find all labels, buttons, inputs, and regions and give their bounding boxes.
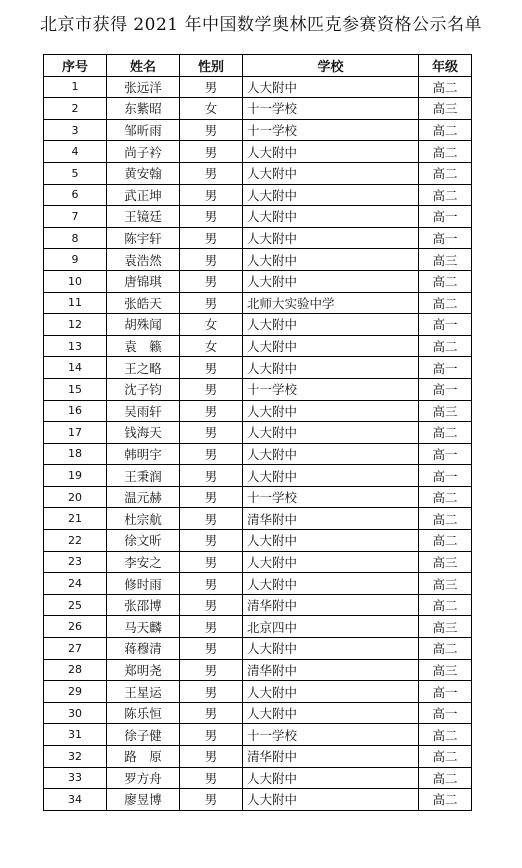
cell-number: 19 <box>44 465 107 487</box>
cell-number: 34 <box>44 789 107 811</box>
cell-school: 人大附中 <box>243 702 419 724</box>
cell-gender: 男 <box>180 508 243 530</box>
cell-gender: 男 <box>180 76 243 98</box>
cell-number: 30 <box>44 702 107 724</box>
cell-gender: 男 <box>180 486 243 508</box>
cell-gender: 女 <box>180 98 243 120</box>
header-school: 学校 <box>243 55 419 77</box>
table-row <box>44 465 472 487</box>
cell-grade: 高二 <box>419 789 472 811</box>
cell-name: 王之略 <box>107 357 180 379</box>
table-row <box>44 681 472 703</box>
table-row <box>44 184 472 206</box>
table-row <box>44 594 472 616</box>
cell-gender: 男 <box>180 292 243 314</box>
header-name: 姓名 <box>107 55 180 77</box>
cell-grade: 高二 <box>419 162 472 184</box>
cell-name: 徐文昕 <box>107 530 180 552</box>
cell-name: 杜宗航 <box>107 508 180 530</box>
cell-grade: 高三 <box>419 659 472 681</box>
cell-gender: 男 <box>180 162 243 184</box>
cell-number: 7 <box>44 206 107 228</box>
cell-name: 蒋穆清 <box>107 638 180 660</box>
cell-gender: 男 <box>180 616 243 638</box>
cell-gender: 男 <box>180 659 243 681</box>
cell-gender: 男 <box>180 422 243 444</box>
cell-grade: 高二 <box>419 594 472 616</box>
cell-name: 袁 籁 <box>107 335 180 357</box>
cell-number: 25 <box>44 594 107 616</box>
cell-name: 吴雨轩 <box>107 400 180 422</box>
cell-number: 12 <box>44 314 107 336</box>
table-row <box>44 702 472 724</box>
cell-grade: 高三 <box>419 616 472 638</box>
cell-grade: 高一 <box>419 702 472 724</box>
cell-school: 人大附中 <box>243 335 419 357</box>
cell-school: 人大附中 <box>243 314 419 336</box>
header-number: 序号 <box>44 55 107 77</box>
cell-number: 28 <box>44 659 107 681</box>
cell-number: 32 <box>44 746 107 768</box>
cell-name: 王镜廷 <box>107 206 180 228</box>
cell-gender: 男 <box>180 465 243 487</box>
cell-number: 24 <box>44 573 107 595</box>
cell-school: 人大附中 <box>243 422 419 444</box>
cell-gender: 男 <box>180 270 243 292</box>
cell-gender: 男 <box>180 702 243 724</box>
cell-name: 东紫昭 <box>107 98 180 120</box>
cell-school: 十一学校 <box>243 486 419 508</box>
table-row <box>44 249 472 271</box>
cell-grade: 高二 <box>419 422 472 444</box>
cell-school: 人大附中 <box>243 400 419 422</box>
cell-name: 郑明尧 <box>107 659 180 681</box>
cell-gender: 男 <box>180 638 243 660</box>
cell-number: 26 <box>44 616 107 638</box>
cell-name: 黄安翰 <box>107 162 180 184</box>
cell-name: 徐子健 <box>107 724 180 746</box>
table-row <box>44 638 472 660</box>
cell-number: 9 <box>44 249 107 271</box>
table-row <box>44 76 472 98</box>
cell-name: 韩明宇 <box>107 443 180 465</box>
cell-number: 3 <box>44 119 107 141</box>
table-row <box>44 292 472 314</box>
cell-number: 17 <box>44 422 107 444</box>
cell-grade: 高三 <box>419 551 472 573</box>
cell-grade: 高一 <box>419 227 472 249</box>
cell-name: 尚子衿 <box>107 141 180 163</box>
cell-number: 20 <box>44 486 107 508</box>
cell-grade: 高二 <box>419 76 472 98</box>
table-row <box>44 119 472 141</box>
cell-school: 人大附中 <box>243 76 419 98</box>
cell-gender: 男 <box>180 227 243 249</box>
cell-grade: 高二 <box>419 486 472 508</box>
cell-number: 22 <box>44 530 107 552</box>
table-row <box>44 422 472 444</box>
cell-school: 十一学校 <box>243 119 419 141</box>
cell-number: 23 <box>44 551 107 573</box>
cell-gender: 女 <box>180 314 243 336</box>
cell-number: 1 <box>44 76 107 98</box>
cell-number: 8 <box>44 227 107 249</box>
cell-gender: 女 <box>180 335 243 357</box>
cell-school: 北师大实验中学 <box>243 292 419 314</box>
cell-school: 人大附中 <box>243 357 419 379</box>
cell-grade: 高二 <box>419 530 472 552</box>
cell-school: 人大附中 <box>243 227 419 249</box>
cell-gender: 男 <box>180 573 243 595</box>
table-row <box>44 357 472 379</box>
cell-gender: 男 <box>180 789 243 811</box>
table-row <box>44 746 472 768</box>
cell-name: 温元赫 <box>107 486 180 508</box>
cell-gender: 男 <box>180 206 243 228</box>
table-row <box>44 724 472 746</box>
cell-school: 人大附中 <box>243 249 419 271</box>
table-row <box>44 616 472 638</box>
cell-school: 人大附中 <box>243 638 419 660</box>
cell-grade: 高一 <box>419 681 472 703</box>
cell-number: 5 <box>44 162 107 184</box>
cell-gender: 男 <box>180 746 243 768</box>
cell-school: 人大附中 <box>243 767 419 789</box>
table-row <box>44 206 472 228</box>
table-body <box>44 76 472 810</box>
cell-school: 人大附中 <box>243 443 419 465</box>
cell-name: 张远洋 <box>107 76 180 98</box>
cell-grade: 高二 <box>419 141 472 163</box>
cell-name: 沈子钧 <box>107 378 180 400</box>
cell-grade: 高一 <box>419 465 472 487</box>
cell-school: 清华附中 <box>243 746 419 768</box>
cell-number: 16 <box>44 400 107 422</box>
cell-name: 李安之 <box>107 551 180 573</box>
cell-name: 廖昱博 <box>107 789 180 811</box>
cell-grade: 高三 <box>419 249 472 271</box>
table-row <box>44 162 472 184</box>
table-row <box>44 378 472 400</box>
table-header-row <box>44 55 472 77</box>
cell-name: 罗方舟 <box>107 767 180 789</box>
cell-school: 北京四中 <box>243 616 419 638</box>
header-grade: 年级 <box>419 55 472 77</box>
cell-number: 4 <box>44 141 107 163</box>
cell-gender: 男 <box>180 767 243 789</box>
cell-school: 清华附中 <box>243 508 419 530</box>
table-row <box>44 789 472 811</box>
cell-name: 马天麟 <box>107 616 180 638</box>
cell-name: 邹昕雨 <box>107 119 180 141</box>
cell-gender: 男 <box>180 681 243 703</box>
cell-school: 人大附中 <box>243 573 419 595</box>
page-title: 北京市获得 2021 年中国数学奥林匹克参赛资格公示名单 <box>39 15 483 35</box>
cell-number: 10 <box>44 270 107 292</box>
cell-school: 人大附中 <box>243 530 419 552</box>
table-row <box>44 486 472 508</box>
cell-grade: 高二 <box>419 746 472 768</box>
table-row <box>44 551 472 573</box>
cell-name: 张邵博 <box>107 594 180 616</box>
table-row <box>44 767 472 789</box>
cell-grade: 高二 <box>419 508 472 530</box>
table-row <box>44 227 472 249</box>
cell-grade: 高一 <box>419 206 472 228</box>
cell-number: 14 <box>44 357 107 379</box>
cell-gender: 男 <box>180 378 243 400</box>
cell-name: 路 原 <box>107 746 180 768</box>
cell-name: 武正坤 <box>107 184 180 206</box>
table-row <box>44 443 472 465</box>
cell-grade: 高二 <box>419 119 472 141</box>
cell-gender: 男 <box>180 530 243 552</box>
cell-name: 胡殊闻 <box>107 314 180 336</box>
cell-name: 张皓天 <box>107 292 180 314</box>
cell-name: 王秉润 <box>107 465 180 487</box>
cell-name: 陈宇轩 <box>107 227 180 249</box>
cell-number: 31 <box>44 724 107 746</box>
cell-school: 人大附中 <box>243 270 419 292</box>
cell-gender: 男 <box>180 443 243 465</box>
cell-gender: 男 <box>180 184 243 206</box>
cell-number: 13 <box>44 335 107 357</box>
table-row <box>44 270 472 292</box>
qualification-table <box>43 54 472 811</box>
cell-grade: 高二 <box>419 270 472 292</box>
cell-grade: 高三 <box>419 573 472 595</box>
cell-number: 2 <box>44 98 107 120</box>
cell-number: 27 <box>44 638 107 660</box>
cell-school: 人大附中 <box>243 551 419 573</box>
table-row <box>44 400 472 422</box>
cell-school: 人大附中 <box>243 162 419 184</box>
cell-grade: 高三 <box>419 98 472 120</box>
cell-school: 人大附中 <box>243 141 419 163</box>
cell-grade: 高二 <box>419 184 472 206</box>
cell-gender: 男 <box>180 141 243 163</box>
cell-gender: 男 <box>180 357 243 379</box>
cell-gender: 男 <box>180 594 243 616</box>
cell-gender: 男 <box>180 119 243 141</box>
cell-name: 修时雨 <box>107 573 180 595</box>
cell-number: 11 <box>44 292 107 314</box>
cell-grade: 高二 <box>419 767 472 789</box>
table-row <box>44 314 472 336</box>
cell-number: 6 <box>44 184 107 206</box>
table-row <box>44 335 472 357</box>
cell-number: 21 <box>44 508 107 530</box>
cell-grade: 高二 <box>419 335 472 357</box>
header-gender: 性别 <box>180 55 243 77</box>
cell-grade: 高一 <box>419 378 472 400</box>
cell-grade: 高二 <box>419 724 472 746</box>
cell-school: 十一学校 <box>243 378 419 400</box>
table-row <box>44 508 472 530</box>
cell-name: 袁浩然 <box>107 249 180 271</box>
cell-school: 人大附中 <box>243 789 419 811</box>
cell-number: 15 <box>44 378 107 400</box>
cell-grade: 高二 <box>419 638 472 660</box>
cell-school: 人大附中 <box>243 681 419 703</box>
cell-grade: 高三 <box>419 400 472 422</box>
table-row <box>44 659 472 681</box>
table-row <box>44 530 472 552</box>
table-row <box>44 573 472 595</box>
cell-school: 清华附中 <box>243 594 419 616</box>
cell-name: 王星运 <box>107 681 180 703</box>
cell-number: 29 <box>44 681 107 703</box>
cell-number: 18 <box>44 443 107 465</box>
table-row <box>44 98 472 120</box>
cell-school: 人大附中 <box>243 206 419 228</box>
cell-gender: 男 <box>180 249 243 271</box>
cell-gender: 男 <box>180 551 243 573</box>
table-row <box>44 141 472 163</box>
cell-gender: 男 <box>180 400 243 422</box>
cell-grade: 高一 <box>419 314 472 336</box>
cell-grade: 高一 <box>419 443 472 465</box>
cell-name: 唐锦琪 <box>107 270 180 292</box>
cell-school: 人大附中 <box>243 184 419 206</box>
cell-number: 33 <box>44 767 107 789</box>
cell-grade: 高一 <box>419 357 472 379</box>
cell-name: 钱海天 <box>107 422 180 444</box>
cell-school: 十一学校 <box>243 724 419 746</box>
cell-school: 十一学校 <box>243 98 419 120</box>
cell-name: 陈乐恒 <box>107 702 180 724</box>
cell-school: 清华附中 <box>243 659 419 681</box>
cell-school: 人大附中 <box>243 465 419 487</box>
cell-grade: 高二 <box>419 292 472 314</box>
cell-gender: 男 <box>180 724 243 746</box>
